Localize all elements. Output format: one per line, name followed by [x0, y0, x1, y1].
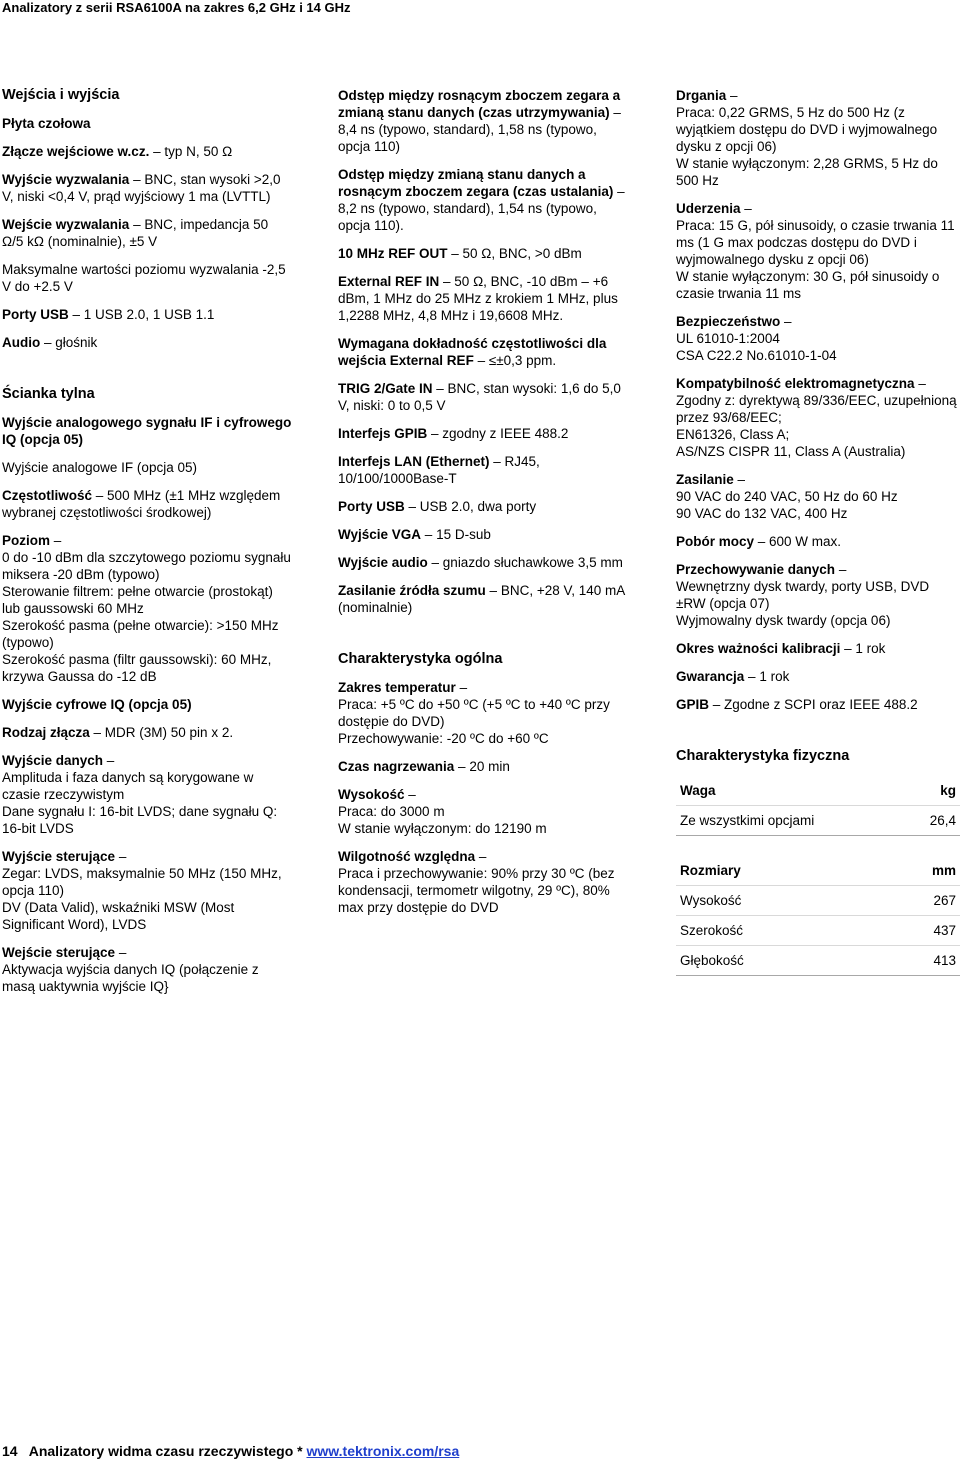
- spec-line: Aktywacja wyjścia danych IQ (połączenie z masą uaktywnia wyjście IQ}: [2, 962, 259, 994]
- spec-label: Kompatybilność elektromagnetyczna: [676, 376, 915, 391]
- spec-label: TRIG 2/Gate IN: [338, 381, 433, 396]
- spec-line: Szerokość pasma (pełne otwarcie): >150 MHz (typowo): [2, 618, 279, 650]
- spec-gpib: Interfejs GPIB – zgodny z IEEE 488.2: [338, 426, 569, 441]
- spec-warranty: Gwarancja – 1 rok: [676, 669, 790, 684]
- spec-label: Wyjście sterujące: [2, 849, 116, 864]
- spec-power: Zasilanie – 90 VAC do 240 VAC, 50 Hz do 60 Hz 90 VAC do 132 VAC, 400 Hz: [676, 471, 960, 522]
- spec-label: Wyjście danych: [2, 753, 104, 768]
- spec-value: USB 2.0, dwa porty: [419, 499, 537, 514]
- table-cell: Wysokość: [676, 886, 872, 916]
- spec-gpib-scpi: GPIB – Zgodne z SCPI oraz IEEE 488.2: [676, 697, 918, 712]
- spec-value: 500 MHz (±1 MHz względem wybranej częstotliwości środkowej): [2, 488, 281, 520]
- weight-table: [676, 776, 960, 836]
- spec-line: Zgodny z: dyrektywą 89/336/EEC, uzupełnioną przez 93/68/EEC;: [676, 393, 957, 425]
- spec-label: Odstęp między rosnącym zboczem zegara a zmianą stanu danych (czas utrzymywania): [338, 88, 621, 120]
- spec-label: Zakres temperatur: [338, 680, 456, 695]
- spec-value: 15 D-sub: [436, 527, 491, 542]
- spec-label: Drgania: [676, 88, 727, 103]
- spec-line: UL 61010-1:2004: [676, 331, 780, 346]
- spec-label: Interfejs LAN (Ethernet): [338, 454, 490, 469]
- spec-usb-port: Porty USB – USB 2.0, dwa porty: [338, 499, 537, 514]
- table-row: [676, 916, 960, 946]
- table-header-row: [676, 776, 960, 806]
- table-header-cell: mm: [872, 856, 960, 886]
- spec-line: DV (Data Valid), wskaźniki MSW (Most Significant Word), LVDS: [2, 900, 235, 932]
- spec-shock: Uderzenia – Praca: 15 G, pół sinusoidy, o czasie trwania 11 ms (1 G max podczas dostępu do DVD i wyjmowalnego dysku z opcji 06) W stanie wyłączonym: 30 G, pół sinusoidy o czasie trwania 11 ms: [676, 200, 960, 302]
- spec-label: Rodzaj złącza: [2, 725, 90, 740]
- spec-line: 0 do -10 dBm dla szczytowego poziomu sygnału miksera -20 dBm (typowo): [2, 550, 291, 582]
- spec-label: Wyjście wyzwalania: [2, 172, 130, 187]
- subsection-front-panel: Płyta czołowa: [2, 116, 91, 131]
- spec-label: Audio: [2, 335, 41, 350]
- table-cell: 413: [872, 946, 960, 976]
- spec-vga: Wyjście VGA – 15 D-sub: [338, 527, 491, 542]
- spec-label: Wilgotność względna: [338, 849, 476, 864]
- spec-ref-out: 10 MHz REF OUT – 50 Ω, BNC, >0 dBm: [338, 246, 582, 261]
- column-middle: [338, 87, 628, 927]
- spec-value: BNC, +28 V, 140 mA (nominalnie): [338, 583, 625, 615]
- section-title-general: Charakterystyka ogólna: [338, 651, 503, 667]
- spec-label: Porty USB: [338, 499, 405, 514]
- spec-max-trigger: Maksymalne wartości poziomu wyzwalania -2,5 V do +2.5 V: [2, 262, 286, 294]
- footer-text: Analizatory widma czasu rzeczywistego *: [28, 1443, 303, 1459]
- spec-connector-type: Rodzaj złącza – MDR (3M) 50 pin x 2.: [2, 725, 234, 740]
- page-footer: [2, 1443, 459, 1460]
- spec-value: 600 W max.: [769, 534, 842, 549]
- spec-label: Porty USB: [2, 307, 69, 322]
- table-cell: 267: [872, 886, 960, 916]
- section-title-rear: Ścianka tylna: [2, 386, 95, 402]
- spec-line: Szerokość pasma (filtr gaussowski): 60 MHz, krzywa Gaussa do -12 dB: [2, 652, 272, 684]
- column-left: [2, 87, 292, 1006]
- spec-label: Złącze wejściowe w.cz.: [2, 144, 150, 159]
- spec-control-in: Wejście sterujące – Aktywacja wyjścia danych IQ (połączenie z masą uaktywnia wyjście IQ}: [2, 944, 292, 995]
- spec-clock-edge-to-data: Odstęp między rosnącym zboczem zegara a zmianą stanu danych (czas utrzymywania) – 8,4 ns (typowo, standard), 1,58 ns (typowo, opcja 110): [338, 88, 621, 154]
- spec-calibration: Okres ważności kalibracji – 1 rok: [676, 641, 886, 656]
- spec-label: GPIB: [676, 697, 710, 712]
- spec-value: MDR (3M) 50 pin x 2.: [104, 725, 234, 740]
- spec-label: Zasilanie źródła szumu: [338, 583, 486, 598]
- spec-line: AS/NZS CISPR 11, Class A (Australia): [676, 444, 906, 459]
- spec-value: gniazdo słuchawkowe 3,5 mm: [442, 555, 623, 570]
- spec-label: Częstotliwość: [2, 488, 93, 503]
- table-cell: 437: [872, 916, 960, 946]
- spec-value: BNC, impedancja 50 Ω/5 kΩ (nominalnie), ±5 V: [2, 217, 269, 249]
- spec-line: Zegar: LVDS, maksymalnie 50 MHz (150 MHz, opcja 110): [2, 866, 282, 898]
- table-header-cell: Waga: [676, 776, 905, 806]
- spec-data-out: Wyjście danych – Amplituda i faza danych są korygowane w czasie rzeczywistym Dane sygnału I: 16-bit LVDS; dane sygnału Q: 16-bit LVDS: [2, 752, 292, 837]
- spec-value: 8,4 ns (typowo, standard), 1,58 ns (typowo, opcja 110): [338, 122, 597, 154]
- dimensions-table: [676, 856, 960, 976]
- spec-value: 20 min: [469, 759, 510, 774]
- spec-label: Odstęp między zmianą stanu danych a rosnącym zboczem zegara (czas ustalania): [338, 167, 614, 199]
- spec-line: Praca i przechowywanie: 90% przy 30 ºC (bez kondensacji, termometr wilgotny, 29 ºC), 80% max przy dostępie do DVD: [338, 866, 615, 915]
- spec-trig-gate-in: TRIG 2/Gate IN – BNC, stan wysoki: 1,6 do 5,0 V, niski: 0 to 0,5 V: [338, 381, 621, 413]
- spec-label: External REF IN: [338, 274, 440, 289]
- spec-warmup: Czas nagrzewania – 20 min: [338, 759, 510, 774]
- spec-line: 90 VAC do 132 VAC, 400 Hz: [676, 506, 848, 521]
- spec-line: Praca: do 3000 m: [338, 804, 445, 819]
- spec-line: Praca: 0,22 GRMS, 5 Hz do 500 Hz (z wyjątkiem dostępu do DVD i wyjmowalnego dysku z opcji 06): [676, 105, 938, 154]
- spec-value: zgodny z IEEE 488.2: [442, 426, 569, 441]
- section-title-physical: Charakterystyka fizyczna: [676, 748, 850, 764]
- spec-ext-ref-in: External REF IN – 50 Ω, BNC, -10 dBm – +6 dBm, 1 MHz do 25 MHz z krokiem 1 MHz, plus 1,2288 MHz, 4,8 MHz i 19,6608 MHz.: [338, 274, 618, 323]
- spec-value: 50 Ω, BNC, >0 dBm: [462, 246, 582, 261]
- spec-label: Wyjście VGA: [338, 527, 422, 542]
- spec-audio: Audio – głośnik: [2, 335, 98, 350]
- spec-value: głośnik: [55, 335, 98, 350]
- spec-label: Wejście sterujące: [2, 945, 116, 960]
- spec-value: typ N, 50 Ω: [164, 144, 233, 159]
- page-header: [0, 0, 960, 16]
- spec-line: EN61326, Class A;: [676, 427, 790, 442]
- spec-value: 1 rok: [759, 669, 790, 684]
- spec-humidity: Wilgotność względna – Praca i przechowywanie: 90% przy 30 ºC (bez kondensacji, termometr wilgotny, 29 ºC), 80% max przy dostępie do DVD: [338, 848, 628, 916]
- spec-line: Praca: +5 ºC do +50 ºC (+5 ºC to +40 ºC przy dostępie do DVD): [338, 697, 610, 729]
- spec-temperature: Zakres temperatur – Praca: +5 ºC do +50 ºC (+5 ºC to +40 ºC przy dostępie do DVD) Przechowywanie: -20 ºC do +60 ºC: [338, 679, 628, 747]
- table-cell: Głębokość: [676, 946, 872, 976]
- subsection-digital-iq: Wyjście cyfrowe IQ (opcja 05): [2, 697, 192, 712]
- spec-label: Wysokość: [338, 787, 405, 802]
- spec-label: Wyjście audio: [338, 555, 428, 570]
- table-header-row: [676, 856, 960, 886]
- table-cell: Szerokość: [676, 916, 872, 946]
- spec-line: Sterowanie filtrem: pełne otwarcie (prostokąt) lub gaussowski 60 MHz: [2, 584, 273, 616]
- spec-label: Okres ważności kalibracji: [676, 641, 841, 656]
- spec-vibration: Drgania – Praca: 0,22 GRMS, 5 Hz do 500 Hz (z wyjątkiem dostępu do DVD i wyjmowalnego dysku z opcji 06) W stanie wyłączonym: 2,28 GRMS, 5 Hz do 500 Hz: [676, 87, 960, 189]
- header-title: Analizatory z serii RSA6100A na zakres 6,2 GHz i 14 GHz: [2, 0, 351, 15]
- spec-label: Czas nagrzewania: [338, 759, 455, 774]
- table-header-cell: Rozmiary: [676, 856, 872, 886]
- spec-input-connector: Złącze wejściowe w.cz. – typ N, 50 Ω: [2, 144, 233, 159]
- spec-label: Interfejs GPIB: [338, 426, 428, 441]
- spec-value: Zgodne z SCPI oraz IEEE 488.2: [724, 697, 918, 712]
- spec-line: Wewnętrzny dysk twardy, porty USB, DVD ±RW (opcja 07): [676, 579, 930, 611]
- spec-usb: Porty USB – 1 USB 2.0, 1 USB 1.1: [2, 307, 215, 322]
- table-header-cell: kg: [905, 776, 960, 806]
- table-row: [676, 886, 960, 916]
- spec-line: CSA C22.2 No.61010-1-04: [676, 348, 837, 363]
- spec-value: BNC, stan wysoki: 1,6 do 5,0 V, niski: 0 to 0,5 V: [338, 381, 621, 413]
- section-title-io: Wejścia i wyjścia: [2, 87, 120, 103]
- spec-frequency: Częstotliwość – 500 MHz (±1 MHz względem wybranej częstotliwości środkowej): [2, 488, 281, 520]
- spec-line: 90 VAC do 240 VAC, 50 Hz do 60 Hz: [676, 489, 898, 504]
- spec-line: W stanie wyłączonym: 2,28 GRMS, 5 Hz do 500 Hz: [676, 156, 938, 188]
- spec-label: Przechowywanie danych: [676, 562, 836, 577]
- subsection-if-iq: Wyjście analogowego sygnału IF i cyfrowego IQ (opcja 05): [2, 415, 292, 447]
- table-cell: Ze wszystkimi opcjami: [676, 806, 905, 836]
- spec-value: ≤±0,3 ppm.: [488, 353, 557, 368]
- spec-label: Wejście wyzwalania: [2, 217, 130, 232]
- spec-level: Poziom – 0 do -10 dBm dla szczytowego poziomu sygnału miksera -20 dBm (typowo) Sterowanie filtrem: pełne otwarcie (prostokąt) lub gaussowski 60 MHz Szerokość pasma (pełne otwarcie): >150 MHz (typowo) Szerokość pasma (filtr gaussowski): 60 MHz, krzywa Gaussa do -12 dB: [2, 533, 291, 684]
- spec-altitude: Wysokość – Praca: do 3000 m W stanie wyłączonym: do 12190 m: [338, 786, 628, 837]
- spec-line: Wyjmowalny dysk twardy (opcja 06): [676, 613, 891, 628]
- table-row: [676, 806, 960, 836]
- spec-line: W stanie wyłączonym: do 12190 m: [338, 821, 547, 836]
- spec-label: Pobór mocy: [676, 534, 755, 549]
- spec-safety: Bezpieczeństwo – UL 61010-1:2004 CSA C22.2 No.61010-1-04: [676, 313, 960, 364]
- spec-storage: Przechowywanie danych – Wewnętrzny dysk twardy, porty USB, DVD ±RW (opcja 07) Wyjmowalny dysk twardy (opcja 06): [676, 561, 960, 629]
- spec-label: Zasilanie: [676, 472, 734, 487]
- table-row: [676, 946, 960, 976]
- spec-value: RJ45, 10/100/1000Base-T: [338, 454, 540, 486]
- spec-line: Przechowywanie: -20 ºC do +60 ºC: [338, 731, 549, 746]
- spec-label: 10 MHz REF OUT: [338, 246, 448, 261]
- spec-line: Amplituda i faza danych są korygowane w czasie rzeczywistym: [2, 770, 254, 802]
- spec-label: Gwarancja: [676, 669, 745, 684]
- table-cell: 26,4: [905, 806, 960, 836]
- spec-label: Poziom: [2, 533, 51, 548]
- spec-line: W stanie wyłączonym: 30 G, pół sinusoidy o czasie trwania 11 ms: [676, 269, 940, 301]
- spec-trigger-in: Wejście wyzwalania – BNC, impedancja 50 Ω/5 kΩ (nominalnie), ±5 V: [2, 217, 269, 249]
- spec-lan: Interfejs LAN (Ethernet) – RJ45, 10/100/1000Base-T: [338, 454, 540, 486]
- spec-line: Praca: 15 G, pół sinusoidy, o czasie trwania 11 ms (1 G max podczas dostępu do DVD i wyjmowalnego dysku z opcji 06): [676, 218, 955, 267]
- spec-power-consumption: Pobór mocy – 600 W max.: [676, 534, 842, 549]
- spec-control-out: Wyjście sterujące – Zegar: LVDS, maksymalnie 50 MHz (150 MHz, opcja 110) DV (Data Valid), wskaźniki MSW (Most Significant Word), LVDS: [2, 848, 292, 933]
- spec-noise-source: Zasilanie źródła szumu – BNC, +28 V, 140 mA (nominalnie): [338, 583, 625, 615]
- spec-data-to-clock-edge: Odstęp między zmianą stanu danych a rosnącym zboczem zegara (czas ustalania) – 8,2 ns (typowo, standard), 1,54 ns (typowo, opcja 110).: [338, 167, 625, 233]
- page-number: 14: [2, 1443, 18, 1459]
- column-right: [676, 87, 960, 976]
- spec-line: Dane sygnału I: 16-bit LVDS; dane sygnału Q: 16-bit LVDS: [2, 804, 278, 836]
- spec-value: 8,2 ns (typowo, standard), 1,54 ns (typowo, opcja 110).: [338, 201, 597, 233]
- spec-audio-out: Wyjście audio – gniazdo słuchawkowe 3,5 mm: [338, 555, 623, 570]
- spec-value: BNC, stan wysoki >2,0 V, niski <0,4 V, prąd wyjściowy 1 ma (LVTTL): [2, 172, 281, 204]
- spec-trigger-out: Wyjście wyzwalania – BNC, stan wysoki >2,0 V, niski <0,4 V, prąd wyjściowy 1 ma (LVTTL): [2, 172, 281, 204]
- spec-value: 1 USB 2.0, 1 USB 1.1: [83, 307, 215, 322]
- spec-emc: Kompatybilność elektromagnetyczna – Zgodny z: dyrektywą 89/336/EEC, uzupełnioną przez 93/68/EEC; EN61326, Class A; AS/NZS CISPR 11, Class A (Australia): [676, 375, 960, 460]
- spec-value: 1 rok: [855, 641, 886, 656]
- spec-label: Bezpieczeństwo: [676, 314, 781, 329]
- spec-ext-ref-accuracy: Wymagana dokładność częstotliwości dla wejścia External REF – ≤±0,3 ppm.: [338, 336, 607, 368]
- subsection-analog-if: Wyjście analogowe IF (opcja 05): [2, 460, 197, 475]
- spec-label: Wymagana dokładność częstotliwości dla wejścia External REF: [338, 336, 607, 368]
- spec-label: Uderzenia: [676, 201, 741, 216]
- footer-link[interactable]: www.tektronix.com/rsa: [306, 1443, 460, 1459]
- spec-value: 50 Ω, BNC, -10 dBm – +6 dBm, 1 MHz do 25 MHz z krokiem 1 MHz, plus 1,2288 MHz, 4,8 MHz i 19,6608 MHz.: [338, 274, 618, 323]
